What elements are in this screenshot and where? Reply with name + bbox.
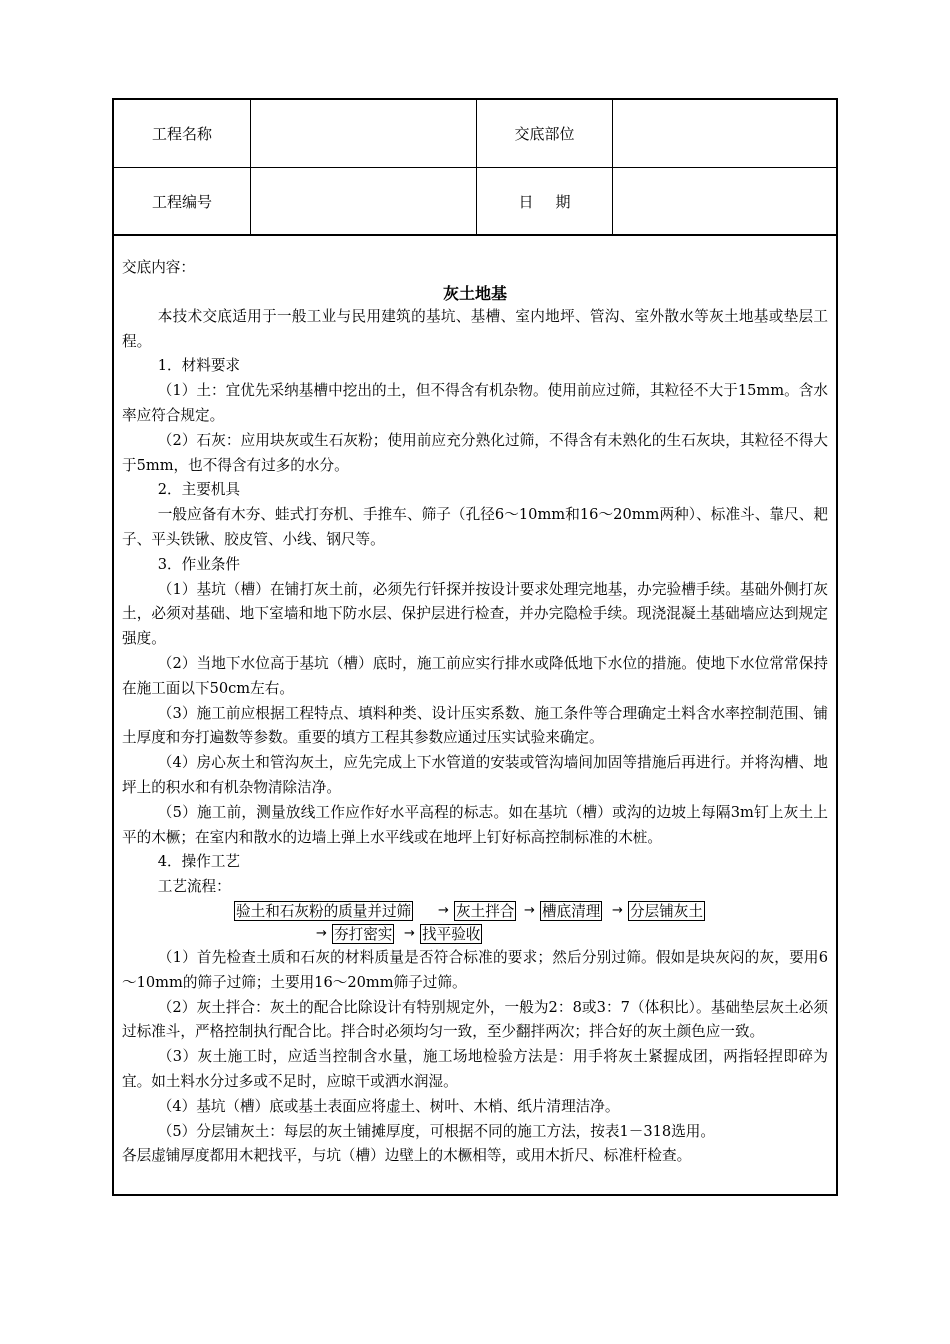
date-field[interactable]	[613, 168, 836, 234]
disclosure-content	[114, 238, 836, 1169]
flow-arrow-icon: →	[612, 902, 623, 918]
section-4-para-1: （1）首先检查土质和石灰的材料质量是否符合标准的要求；然后分别过筛。假如是块灰闷的灰，要用6～10mm的筛子过筛；土要用16～20mm筛子过筛。	[122, 948, 828, 991]
header-row-2	[114, 168, 836, 236]
flow-step-6: 找平验收	[422, 925, 481, 943]
section-1-para-2: （2）石灰：应用块灰或生石灰粉；使用前应充分熟化过筛，不得含有未熟化的生石灰块，其粒径不得大于5mm，也不得含有过多的水分。	[122, 431, 828, 474]
section-3-para-5: （5）施工前，测量放线工作应作好水平高程的标志。如在基坑（槽）或沟的边坡上每隔3m钉上灰土上平的木橛；在室内和散水的边墙上弹上水平线或在地坪上钉好标高控制标准的木桩。	[122, 803, 828, 846]
flow-label: 工艺流程：	[157, 878, 231, 896]
section-4-title: 4．操作工艺	[157, 853, 241, 871]
flow-step-3: 槽底清理	[542, 902, 601, 920]
flow-arrow-icon: →	[524, 902, 535, 918]
date-label	[477, 168, 613, 234]
flow-arrow-icon: →	[316, 925, 327, 941]
flow-step-5: 夯打密实	[334, 925, 393, 943]
project-name-label: 工程名称	[114, 100, 251, 167]
content-label: 交底内容：	[122, 259, 195, 276]
section-3-para-1: （1）基坑（槽）在铺打灰土前，必须先行钎探并按设计要求处理完地基，办完验槽手续。基础外侧打灰土，必须对基础、地下室墙和地下防水层、保护层进行检查，并办完隐检手续。现浇混凝土基础墙应达到规定强度。	[122, 580, 828, 648]
section-3-para-3: （3）施工前应根据工程特点、填料种类、设计压实系数、施工条件等合理确定土料含水率控制范围、铺土厚度和夯打遍数等参数。重要的填方工程其参数应通过压实试验来确定。	[122, 704, 828, 747]
section-1-para-1: （1）土：宜优先采纳基槽中挖出的土，但不得含有机杂物。使用前应过筛，其粒径不大于15mm。含水率应符合规定。	[122, 382, 828, 424]
flow-arrow-icon: →	[404, 925, 415, 941]
process-flow-row-1	[122, 900, 828, 923]
project-no-field[interactable]	[251, 168, 477, 234]
content-title: 灰土地基	[442, 283, 507, 303]
section-3-para-4: （4）房心灰土和管沟灰土，应先完成上下水管道的安装或管沟墙间加固等措施后再进行。并将沟槽、地坪上的积水和有机杂物清除洁净。	[122, 754, 828, 796]
section-4-para-2: （2）灰土拌合：灰土的配合比除设计有特别规定外，一般为2：8或3：7（体积比）。基础垫层灰土必须过标准斗，严格控制执行配合比。拌合时必须均匀一致，至少翻拌两次；拌合好的灰土颜色应一致。	[122, 998, 828, 1041]
flow-step-4: 分层铺灰土	[630, 902, 703, 920]
section-4-para-3: （3）灰土施工时，应适当控制含水量，施工场地检验方法是：用手将灰土紧握成团，两指轻捏即碎为宜。如土料水分过多或不足时，应晾干或洒水润湿。	[122, 1048, 828, 1090]
section-3-title: 3．作业条件	[157, 555, 241, 573]
section-2-para-1: 一般应备有木夯、蛙式打夯机、手推车、筛子（孔径6～10mm和16～20mm两种）、标准斗、靠尺、耙子、平头铁锹、胶皮管、小线、钢尺等。	[122, 506, 828, 548]
date-label-char-2: 期	[555, 192, 571, 211]
section-3-para-2: （2）当地下水位高于基坑（槽）底时，施工前应实行排水或降低地下水位的措施。使地下水位常常保持在施工面以下50cm左右。	[122, 654, 828, 697]
intro-paragraph: 本技术交底适用于一般工业与民用建筑的基坑、基槽、室内地坪、管沟、室外散水等灰土地基或垫层工程。	[122, 307, 828, 350]
disclosure-sheet	[112, 98, 838, 1196]
disclosure-part-field[interactable]	[613, 100, 836, 167]
date-label-char-1: 日	[518, 192, 534, 211]
section-1-title: 1．材料要求	[157, 357, 241, 375]
header-row-1	[114, 100, 836, 168]
project-no-label: 工程编号	[114, 168, 251, 234]
project-name-field[interactable]	[251, 100, 477, 167]
section-4-para-4: （4）基坑（槽）底或基土表面应将虚土、树叶、木梢、纸片清理洁净。	[157, 1097, 620, 1115]
flow-arrow-icon: →	[438, 902, 449, 918]
process-flow-row-2	[122, 923, 828, 946]
flow-step-2: 灰土拌合	[456, 902, 515, 920]
disclosure-part-label: 交底部位	[477, 100, 613, 167]
section-4-para-6: 各层虚铺厚度都用木耙找平，与坑（槽）边壁上的木橛相等，或用木折尺、标准杆检查。	[122, 1147, 692, 1165]
section-4-para-5: （5）分层铺灰土：每层的灰土铺摊厚度，可根据不同的施工方法，按表1－318选用。	[157, 1122, 715, 1140]
section-2-title: 2．主要机具	[157, 481, 241, 499]
flow-step-1: 验土和石灰粉的质量并过筛	[236, 902, 412, 920]
